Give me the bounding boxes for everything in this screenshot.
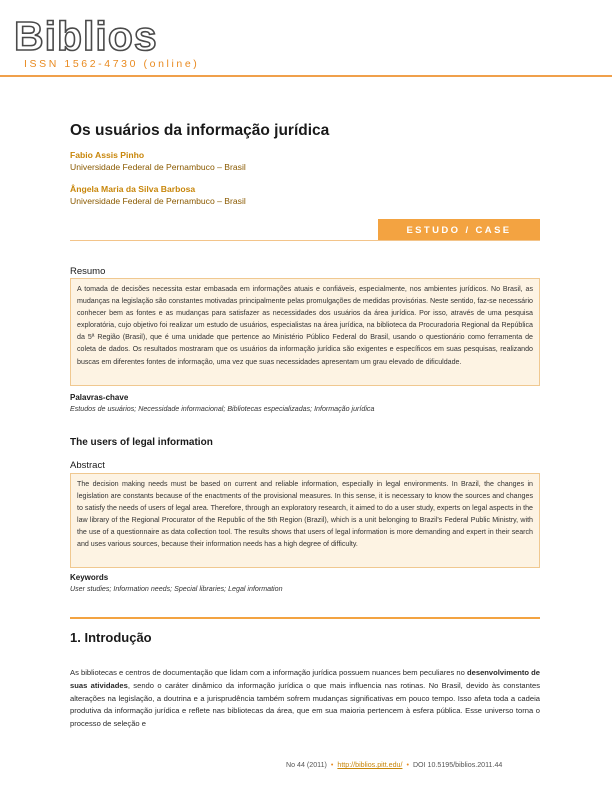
keywords: User studies; Information needs; Special libraries; Legal information xyxy=(70,585,283,593)
journal-logo: Biblios xyxy=(14,13,158,59)
issn-label: ISSN 1562-4730 (online) xyxy=(24,58,200,70)
abstract-heading: Abstract xyxy=(70,460,105,471)
doi-label: DOI 10.5195/biblios.2011.44 xyxy=(412,761,503,769)
section-title: 1. Introdução xyxy=(70,630,152,645)
keywords-heading: Keywords xyxy=(70,573,109,582)
journal-url-link[interactable]: http://biblios.pitt.edu/ xyxy=(337,761,403,769)
section-badge: ESTUDO / CASE xyxy=(378,219,540,241)
author-name: Fabio Assis Pinho xyxy=(70,150,145,160)
author-affiliation: Universidade Federal de Pernambuco – Brasil xyxy=(70,196,246,206)
page-footer xyxy=(286,761,502,769)
abstract-box: The decision making needs must be based on current and reliable information, especially in legal environments. In Brazil, the changes in legislation are constants because of the enactments of the provisional measures. In this sense, it is necessary to know the sources and changes to satisfy the needs of users of legal area. Therefore, through an exploratory research, it aimed to do a user study, experts on legal aspects in the law library of the Regional Procurator of the Republic of the 5th Region (Brazil), which is a unit belonging to Brazil's Federal Public Ministry, with the use of a questionnaire as data collection tool. The results shows that users of legal information is more demanding and expert in their search and uses various sources, because their information needs has a high degree of difficulty. xyxy=(70,473,540,568)
palavras-chave-heading: Palavras-chave xyxy=(70,393,129,402)
author-name: Ângela Maria da Silva Barbosa xyxy=(70,184,196,194)
section-divider xyxy=(70,617,540,619)
header-divider xyxy=(0,75,612,77)
resumo-heading: Resumo xyxy=(70,266,106,277)
article-title: Os usuários da informação jurídica xyxy=(70,122,330,139)
author-affiliation: Universidade Federal de Pernambuco – Brasil xyxy=(70,162,246,172)
english-title: The users of legal information xyxy=(70,437,213,448)
badge-divider xyxy=(70,240,540,241)
footer-separator: • xyxy=(330,761,334,769)
palavras-chave: Estudos de usuários; Necessidade informacional; Bibliotecas especializadas; Informação jurídica xyxy=(70,405,375,413)
footer-separator: • xyxy=(406,761,409,769)
introduction-body: As bibliotecas e centros de documentação que lidam com a informação jurídica possuem nuances bem peculiares no desenvolvimento de suas atividades, sendo o caráter dinâmico da informação jurídica o que mais influencia nas rotinas. No Brasil, devido às constantes alterações na legislação, a doutrina e a jurisprudência também sofrem mudanças significativas em pouco tempo. Isso afeta toda a cadeia produtiva da informação jurídica e reflete nas bibliotecas da área, que em sua maioria pertencem à esfera pública. Esse universo torna o processo de seleção e xyxy=(70,668,541,729)
resumo-box: A tomada de decisões necessita estar embasada em informações atuais e confiáveis, especialmente, nos ambientes jurídicos. No Brasil, as mudanças na legislação são constantes motivadas principalmente pelas promulgações de medidas provisórias. Neste sentido, faz-se necessário conhecer bem as fontes e as mudanças para satisfazer as necessidades dos usuários da área jurídica. Por isso, através de uma pesquisa exploratória, cujo objetivo foi realizar um estudo de usuários, especialistas na área jurídica, na biblioteca da Procuradoria Regional da República da 5ª Região (Brasil), que é uma unidade que pertence ao Ministério Público Federal do Brasil, usando o questionário como ferramenta de coleta de dados. Os resultados mostraram que os usuários da informação jurídica são exigentes e específicos em suas pesquisas, realizando buscas em diferentes fontes de informação, uma vez que suas necessidades apresentam um grau elevado de dificuldade. xyxy=(70,278,540,386)
issue-number: No 44 (2011) xyxy=(286,761,327,769)
